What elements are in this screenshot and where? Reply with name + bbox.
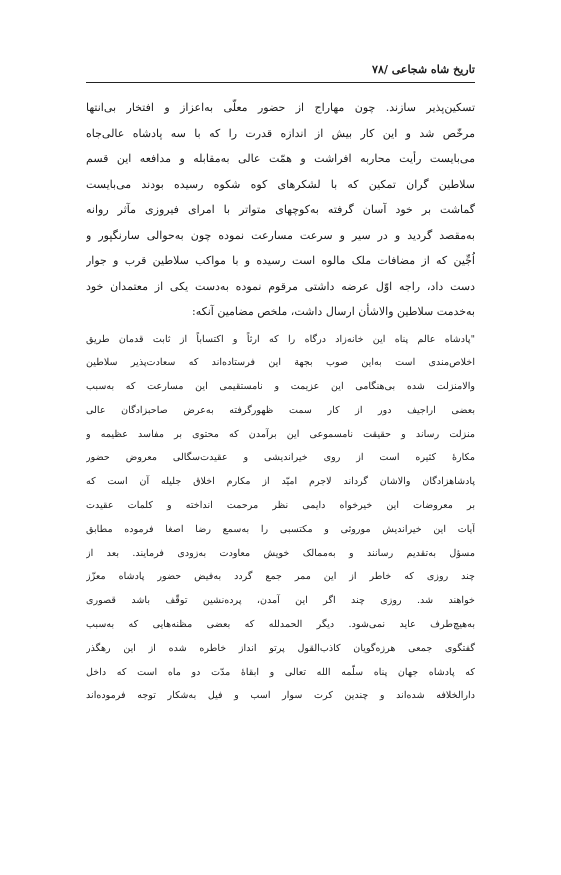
text-line: دست داد، راجه اوّل عرضه داشتی مرقوم نموده به‌دست یکی از معتمدان خود: [86, 279, 475, 293]
quote-line: اخلاص‌مندی است به‌این صوب بجهة این فرستاده‌اند که سعادت‌پذیر سلاطین: [86, 357, 475, 369]
text-line: می‌بایست رأیت محاربه افراشت و همّت عالی به‌مقابله و مدافعه این قسم: [86, 152, 475, 165]
text-line: به‌خدمت سلاطین والاشأن ارسال داشت، ملخص مضامین آنکه:: [192, 305, 475, 318]
quote-line: که پادشاه جهان پناه سلّمه الله تعالی و ابقاهٔ مدّت دو ماه است که داخل: [86, 666, 475, 678]
quote-line: چند روزی که خاطر از این ممر جمع گردد به‌فیض حضور پادشاه معزّز: [86, 571, 475, 583]
text-line: اُجِّین که از مضافات ملک مالوه است رسیده و با مواکب سلاطین قرب و جوار: [86, 254, 475, 267]
header-title: تاریخ شاه شجاعی /۷۸: [372, 63, 475, 76]
text-line: سلاطین گران تمکین که با لشکرهای کوه شکوه رسیده بودند می‌بایست: [86, 177, 475, 191]
text-line: مرخّص شد و این کار بیش از اندازه قدرت را که با سه پادشاه عالی‌جاه: [86, 126, 475, 140]
quote-line: پادشاهزادگان والاشان گرداند لاجرم امیّد از مکارم اخلاق جلیله آن است که: [86, 476, 475, 488]
quote-line: آیات این خیراندیش موروثی و مکتسبی را به‌سمع رضا اصغا فرموده مطابق: [86, 523, 475, 535]
text-line: گماشت بر خود آسان گرفته به‌کوچهای متواتر با امرای فیروزی مآثر روانه: [86, 203, 475, 216]
quoted-letter: [86, 328, 475, 709]
quote-line: به‌هیچ‌طرف عاید نمی‌شود. دیگر الحمدلله که بعضی مظنه‌هایی که به‌سبب: [86, 619, 475, 631]
quote-line: والامنزلت شده بی‌هنگامی این عزیمت و نامستقیمی این مسارعت که به‌سبب: [86, 381, 475, 393]
quote-line: گفتگوی جمعی هرزه‌گویان کاذب‌القول پرتو انداز خاطره شده از این رهگذر: [86, 642, 475, 654]
quote-line: منزلت رساند و حقیقت نامسموعی این برآمدن که محتوی بر مفاسد عظیمه و: [86, 428, 475, 440]
main-paragraph: [86, 95, 475, 325]
quote-line: بر معروضات این خیرخواه دایمی نظر مرحمت انداخته و کلمات عقیدت: [86, 500, 475, 512]
quote-line: بعضی اراجیف دور از کار سمت ظهورگرفته به‌عرض صاحبزادگان عالی: [86, 404, 475, 416]
quote-line: دارالخلافه شده‌اند و چندین کرت سوار اسب و فیل به‌شکار توجه فرموده‌اند: [86, 690, 475, 702]
text-line: تسکین‌پذیر سازند. چون مهاراج از حضور معلّی به‌اعزاز و افتخار بی‌انتها: [86, 101, 475, 114]
quote-line: "پادشاه عالم پناه این خانه‌زاد درگاه را که ارثاً و اکتساباً از ثابت قدمان طریق: [86, 333, 475, 345]
text-line: به‌مقصد گردید و در سیر و سرعت مسارعت نموده چون به‌حوالی سارنگپور و: [86, 228, 475, 242]
quote-line: مسؤل به‌تقدیم رسانند و به‌ممالک خویش معاودت به‌زودی فرمایند. بعد از: [86, 547, 475, 559]
running-header: [86, 60, 475, 83]
quote-line: مکارهٔ کثیره است از روی خیراندیشی و عقیدت‌سگالی معروض حضور: [86, 452, 475, 464]
quote-line: خواهند شد. روزی چند اگر این آمدن، پرده‌نشین توقّف باشد قصوری: [86, 595, 475, 607]
page-body: [86, 95, 475, 708]
